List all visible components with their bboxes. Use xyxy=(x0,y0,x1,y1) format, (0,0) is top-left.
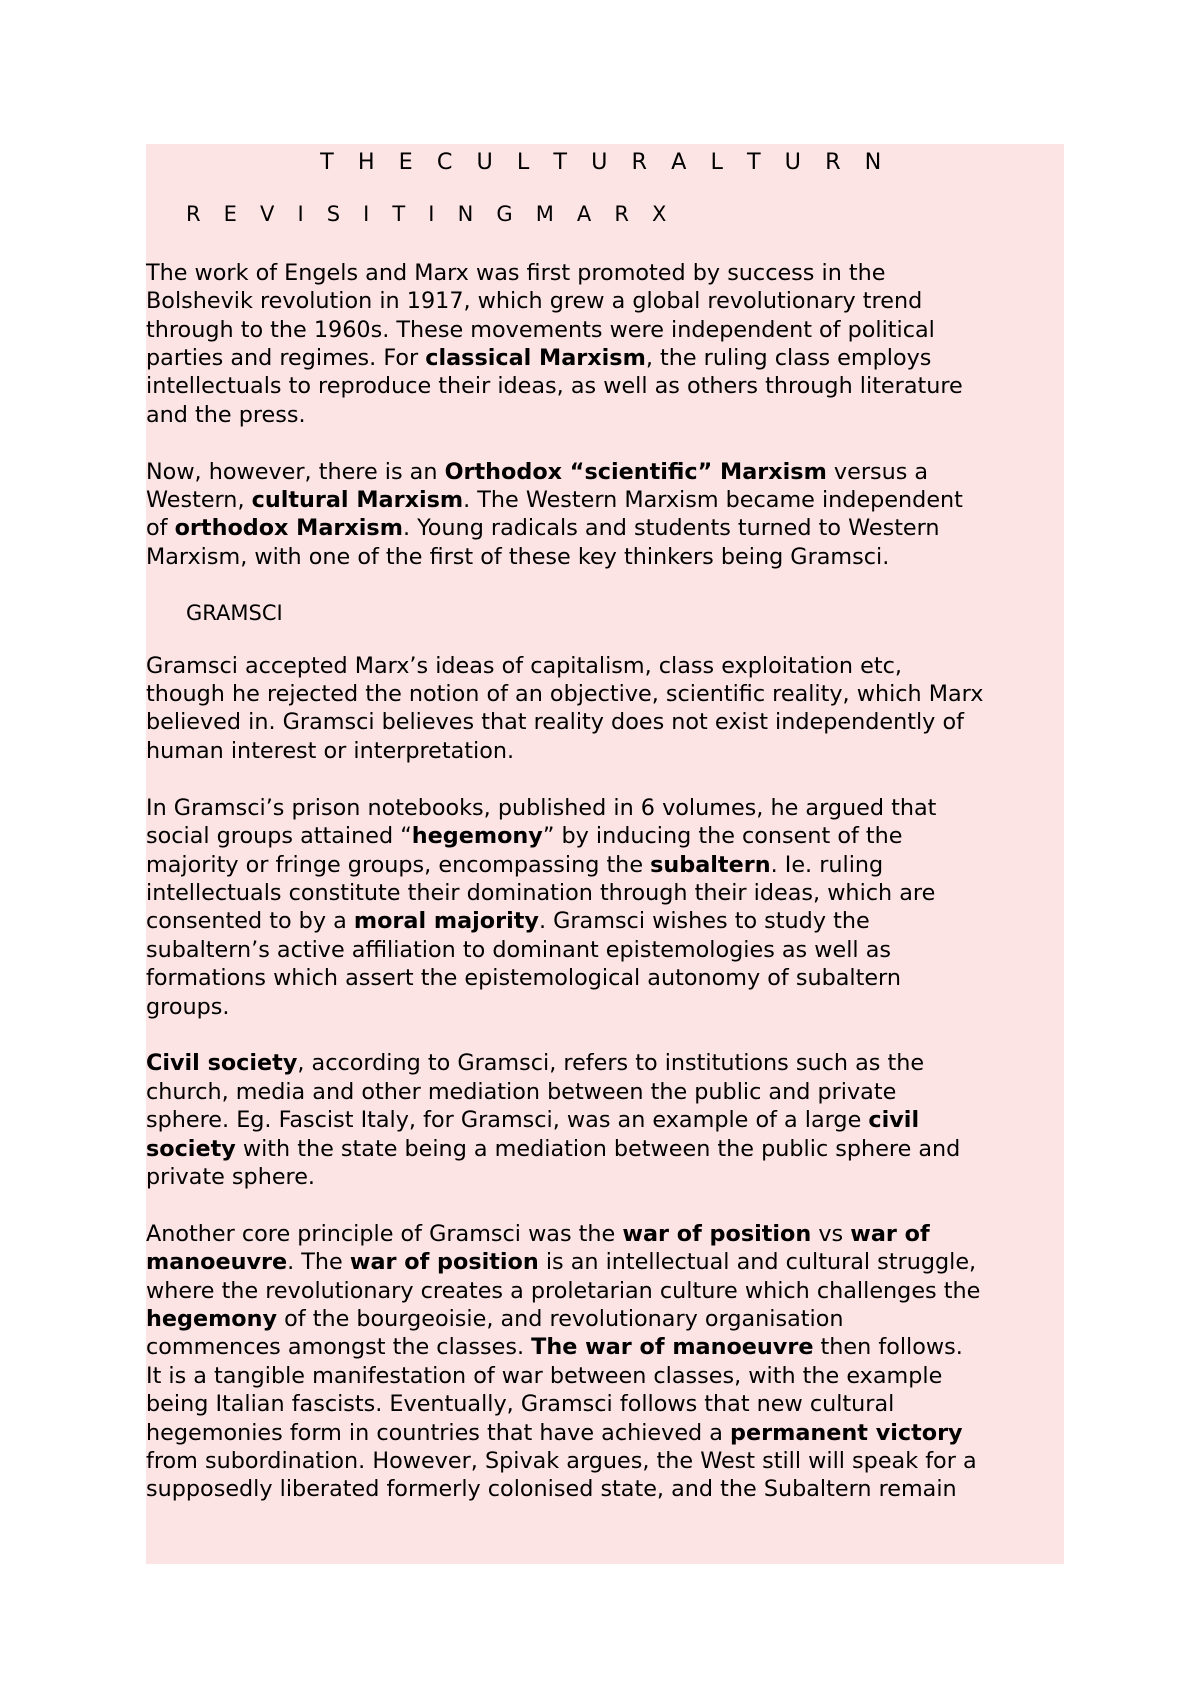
document-title: T H E C U L T U R A L T U R N xyxy=(320,149,890,175)
text-line xyxy=(146,652,1071,680)
text-run: being Italian fascists. Eventually, Gramsci follows that new cultural xyxy=(146,1391,895,1418)
text-line xyxy=(146,1277,1071,1305)
text-run: of the bourgeoisie, and revolutionary organisation xyxy=(277,1305,844,1332)
text-line xyxy=(146,1248,1071,1276)
text-run: private sphere. xyxy=(146,1163,316,1190)
text-run: sphere. Eg. Fascist Italy, for Gramsci, was an example of a large xyxy=(146,1107,869,1134)
text-line xyxy=(146,1475,1071,1503)
paragraph-hegemony xyxy=(146,794,1071,1021)
section-heading: GRAMSCI xyxy=(186,601,283,626)
paragraph-bolshevik xyxy=(146,259,1071,429)
text-run: In Gramsci’s prison notebooks, published in 6 volumes, he argued that xyxy=(146,794,937,821)
text-line xyxy=(146,486,1071,514)
bold-term: classical Marxism xyxy=(425,345,646,372)
text-run: . Gramsci wishes to study the xyxy=(538,908,870,935)
paragraph-gramsci-reality xyxy=(146,652,1071,766)
bold-term: Orthodox “scientific” Marxism xyxy=(444,458,827,485)
text-run: majority or fringe groups, encompassing the xyxy=(146,851,651,878)
text-run: intellectuals constitute their domination through their ideas, which are xyxy=(146,879,936,906)
text-run: ” by inducing the consent of the xyxy=(542,823,903,850)
text-line xyxy=(146,1078,1071,1106)
text-run: It is a tangible manifestation of war between classes, with the example xyxy=(146,1362,943,1389)
text-line xyxy=(146,1362,1071,1390)
bold-term: war of position xyxy=(622,1220,812,1247)
text-line xyxy=(146,964,1071,992)
text-run: formations which assert the epistemological autonomy of subaltern xyxy=(146,965,901,992)
text-run: intellectuals to reproduce their ideas, as well as others through literature xyxy=(146,373,963,400)
text-run: Western, xyxy=(146,487,252,514)
text-run: Now, however, there is an xyxy=(146,458,445,485)
text-run: Another core principle of Gramsci was the xyxy=(146,1220,623,1247)
text-run: where the revolutionary creates a proletarian culture which challenges the xyxy=(146,1277,981,1304)
text-run: of xyxy=(146,515,175,542)
text-line xyxy=(146,680,1071,708)
text-line xyxy=(146,514,1071,542)
text-line xyxy=(146,287,1071,315)
bold-term: war of xyxy=(850,1220,930,1247)
bold-term: war of position xyxy=(349,1249,539,1276)
bold-term: manoeuvre xyxy=(146,1249,288,1276)
text-line xyxy=(146,1333,1071,1361)
text-run: Gramsci accepted Marx’s ideas of capitalism, class exploitation etc, xyxy=(146,652,902,679)
text-run: . Young radicals and students turned to Western xyxy=(402,515,940,542)
bold-term: orthodox Marxism xyxy=(174,515,403,542)
text-line xyxy=(146,993,1071,1021)
text-run: The work of Engels and Marx was first promoted by success in the xyxy=(146,259,886,286)
text-line xyxy=(146,344,1071,372)
text-line xyxy=(146,1305,1071,1333)
text-line xyxy=(146,879,1071,907)
text-run: human interest or interpretation. xyxy=(146,737,515,764)
text-run: with the state being a mediation between the public sphere and xyxy=(235,1135,961,1162)
text-line xyxy=(146,851,1071,879)
text-line xyxy=(146,737,1071,765)
text-run: , the ruling class employs xyxy=(645,345,932,372)
bold-term: permanent victory xyxy=(730,1419,963,1446)
text-run: Bolshevik revolution in 1917, which grew a global revolutionary trend xyxy=(146,288,923,315)
bold-term: society xyxy=(146,1135,236,1162)
text-line xyxy=(146,1220,1071,1248)
paragraph-war-of-position xyxy=(146,1220,1071,1504)
text-run: social groups attained “ xyxy=(146,823,412,850)
text-run: commences amongst the classes. xyxy=(146,1334,532,1361)
paragraph-civil-society xyxy=(146,1049,1071,1191)
text-run: groups. xyxy=(146,993,230,1020)
text-line xyxy=(146,1163,1071,1191)
text-line xyxy=(146,794,1071,822)
text-line xyxy=(146,1447,1071,1475)
text-run: from subordination. However, Spivak argues, the West still will speak for a xyxy=(146,1448,977,1474)
text-line xyxy=(146,1419,1071,1447)
text-line xyxy=(146,822,1071,850)
text-run: believed in. Gramsci believes that reality does not exist independently of xyxy=(146,709,964,736)
text-run: , according to Gramsci, refers to institutions such as the xyxy=(297,1050,925,1077)
text-run: and the press. xyxy=(146,401,306,428)
text-line xyxy=(146,458,1071,486)
text-line xyxy=(146,259,1071,287)
text-run: . The xyxy=(287,1249,350,1276)
paragraph-orthodox xyxy=(146,458,1071,572)
text-run: vs xyxy=(811,1220,851,1247)
text-run: parties and regimes. For xyxy=(146,345,426,372)
text-line xyxy=(146,1049,1071,1077)
bold-term: hegemony xyxy=(411,823,543,850)
text-run: then follows. xyxy=(813,1334,963,1361)
text-line xyxy=(146,907,1071,935)
text-run: through to the 1960s. These movements were independent of political xyxy=(146,316,935,343)
text-line xyxy=(146,1135,1071,1163)
text-line xyxy=(146,1390,1071,1418)
text-line xyxy=(146,543,1071,571)
text-run: . The Western Marxism became independent xyxy=(463,487,963,514)
text-run: Marxism, with one of the first of these key thinkers being Gramsci. xyxy=(146,543,890,570)
text-line xyxy=(146,372,1071,400)
text-line xyxy=(146,1106,1071,1134)
text-run: though he rejected the notion of an objective, scientific reality, which Marx xyxy=(146,681,984,708)
document-body xyxy=(146,144,1071,1504)
text-run: is an intellectual and cultural struggle, xyxy=(538,1249,977,1276)
text-run: consented to by a xyxy=(146,908,354,935)
text-run: versus a xyxy=(826,458,929,485)
bold-term: civil xyxy=(868,1107,920,1134)
text-line xyxy=(146,936,1071,964)
bold-term: The war of manoeuvre xyxy=(531,1334,814,1361)
text-line xyxy=(146,401,1071,429)
text-run: subaltern’s active affiliation to dominant epistemologies as well as xyxy=(146,936,891,963)
text-line xyxy=(146,316,1071,344)
text-run: hegemonies form in countries that have achieved a xyxy=(146,1419,731,1446)
text-run: . Ie. ruling xyxy=(770,851,884,878)
document-subtitle: R E V I S I T I N G M A R X xyxy=(186,202,675,227)
bold-term: moral majority xyxy=(353,908,539,935)
bold-term: cultural Marxism xyxy=(251,487,464,514)
text-run: church, media and other mediation between the public and private xyxy=(146,1078,897,1105)
text-run: supposedly liberated formerly colonised state, and the Subaltern remain xyxy=(146,1476,957,1503)
text-line xyxy=(146,708,1071,736)
bold-term: subaltern xyxy=(650,851,771,878)
bold-term: hegemony xyxy=(146,1305,278,1332)
bold-term: Civil society xyxy=(146,1050,298,1077)
